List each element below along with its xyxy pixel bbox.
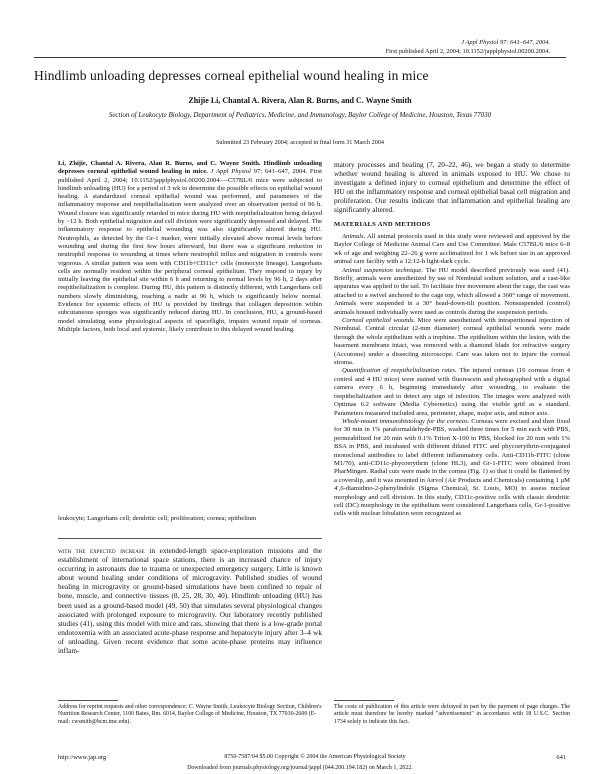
footnote-rule-right	[334, 700, 394, 701]
keywords-rule	[58, 538, 322, 539]
paragraph-lead: Animal suspension technique.	[342, 266, 423, 274]
methods-heading: MATERIALS AND METHODS	[334, 220, 431, 228]
submission-dates: Submitted 23 February 2004; accepted in final form 31 March 2004	[215, 139, 385, 146]
abstract-authors: Li, Zhijie, Chantal A. Rivera, Alan R. Burns, and C. Wayne Smith.	[58, 160, 261, 167]
methods-paragraph	[334, 317, 570, 367]
paragraph-lead: Corneal epithelial wounds.	[342, 317, 416, 325]
paragraph-text: Corneas were excised and then fixed for 30 min in 1% paraformaldehyde-PBS, washed three times for 5 min each with PBS, permeabilized for 20 min with 0.1% Triton X-100 in PBS, blocked for 20 min with 1% BSA in PBS, and incubated with different diluted FITC and phycoerythrin-conjugated monoclonal antibodies to label different inflammatory cells. Anti-CD11b-FITC (clone M1/70), anti-CD11c-phycoerythrin (clone HL3), and Gr-1-FITC were obtained from PharMingen. Radial cuts were made in the cornea (Fig. 1) so that it could be flattened by a coverslip, and it was mounted in Airvol (Air Products and Chemicals) containing 1 μM 4′,6-diamidino-2-phenylindole (Sigma Chemical, St. Louis, MO) to assess nuclear morphology and cell division. In this study, CD11c-positive cells with classic dendritic cell (DC) morphology in the epithelium were considered Langerhans cells, Gr-1-positive cells with nuclear lobulation were recognized as	[334, 417, 570, 518]
paragraph-lead: Whole-mount immunohistology for the corneas.	[342, 417, 470, 425]
paragraph-text: The HU model described previously was used (41). Briefly, animals were anesthetized by use of Nembutal sodium solution, and a cast-like apparatus was applied to the tail. To facilitate free movement about the cage, the cast was attached to a swivel anchored to the cage top, which allowed a 360° range of movement. Animals were suspended in a 30° head-down-tilt position. Nonsuspended (control) animals housed individually were used as controls during the suspension periods.	[334, 266, 570, 316]
abstract-title: Hindlimb unloading depresses corneal epithelial wound healing in mice.	[58, 160, 322, 176]
journal-website: http://www.jap.org	[58, 754, 107, 761]
methods-paragraph	[334, 233, 570, 267]
correspondence-footnote: Address for reprint requests and other correspondence: C. Wayne Smith, Leukocyte Biology Section, Children's Nutrition Research Center, 1100 Bates, Rm. 6014, Baylor College of Medicine, Houston, TX 77030-2600 (E-mail: cwsmith@bcm.tmc.edu).	[58, 704, 322, 725]
header-rule	[34, 57, 566, 58]
intro-continued: matory processes and healing (7, 20–22, 46), we began a study to determine whether wound healing is altered in animals exposed to HU. We chose to investigate a defined injury to corneal epithelium and determine the effect of HU on the inflammatory response and corneal epithelial basal cell migration and proliferation. Our results indicate that inflammation and epithelial healing are significantly altered.	[334, 160, 570, 215]
methods-paragraph	[334, 367, 570, 417]
paragraph-text: The injured corneas (16 corneas from 4 control and 4 HU mice) were stained with fluorescein and photographed with a digital camera every 6 h, beginning immediately after wounding, to evaluate the reepithelialization and to detect any sign of infection. The images were analyzed with Optimas 6.2 software (Media Cybernetics) using the visible grid as a standard. Parameters measured included area, perimeter, shape, major axis, and minor axis.	[334, 367, 570, 417]
abstract	[58, 160, 322, 334]
intro-body: in extended-length space-exploration missions and the establishment of international space stations, there is an increased chance of injury occurring in astronauts due to trauma or unexpected emergency surgery. Little is known about wound healing under conditions of microgravity. Published studies of wound healing in microgravity or ground-based simulations have been confined to repair of bone, muscle, and connective tissues (8, 25, 28, 30, 40). Hindlimb unloading (HU) has been used as a ground-based model (49, 50) that simulates several physiological changes associated with prolonged exposure to microgravity. Our laboratory recently published studies (41), using this model with mice and rats, showing that there is a low-grade portal endotoxemia with an associated acute-phase response and hepatocyte injury after 3–4 wk of unloading. Given recent evidence that some acute-phase proteins may influence inflam-	[58, 546, 322, 656]
right-column	[334, 160, 570, 519]
introduction	[58, 546, 322, 655]
paragraph-lead: Quantification of reepithelialization rates.	[342, 367, 457, 375]
intro-lead: with the expected increase	[58, 546, 145, 555]
download-notice: Downloaded from journals.physiology.org/journal/jappl (044.200.194.182) on March 1, 2022.	[187, 765, 413, 771]
footnote-rule-left	[58, 700, 118, 701]
keywords: leukocyte; Langerhans cell; dendritic cell; proliferation; cornea; epithelium	[58, 515, 257, 522]
page-charges-footnote: The costs of publication of this article were defrayed in part by the payment of page charges. The article must therefore be hereby marked "advertisement" in accordance with 18 U.S.C. Section 1734 solely to indicate this fact.	[334, 704, 570, 725]
author-list: Zhijie Li, Chantal A. Rivera, Alan R. Burns, and C. Wayne Smith	[188, 96, 412, 105]
first-published-line: First published April 2, 2004; 10.1152/japplphysiol.00200.2004.	[385, 48, 550, 55]
copyright-line: 8750-7587/04 $5.00 Copyright © 2004 the American Physiological Society	[224, 754, 406, 760]
abstract-journal: J Appl Physiol	[210, 168, 251, 176]
page-number: 641	[556, 754, 566, 761]
article-title: Hindlimb unloading depresses corneal epithelial wound healing in mice	[34, 68, 429, 83]
paragraph-text: All animal protocols used in this study were reviewed and approved by the Baylor College of Medicine Animal Care and Use Committee. Male C57BL/6 mice 6–8 wk of age and weighing 22–26 g were acclimatized for 1 wk before use in an approved animal care facility with a 12:12-h light-dark cycle.	[334, 232, 570, 266]
methods-paragraph	[334, 267, 570, 317]
paragraph-lead: Animals.	[342, 232, 366, 240]
running-header	[190, 38, 550, 56]
methods-paragraph	[334, 418, 570, 519]
paragraph-text: Mice were anesthetized with intraperitoneal injection of Nembutal. Central circular (2-mm diameter) corneal epithelial wounds were made through the whole epithelium with a trephine. The epithelium within the lesion, with the basement membrane intact, was removed with a diamond blade for refractive surgery (Accutome) under a dissecting microscope. Care was taken not to injure the corneal stroma.	[334, 317, 571, 367]
journal-citation: J Appl Physiol 97: 641–647, 2004.	[461, 39, 550, 46]
affiliation: Section of Leukocyte Biology, Department of Pediatrics, Medicine, and Immunology, Baylor College of Medicine, Houston, Texas 77030	[108, 111, 492, 119]
abstract-body: 97: 641–647, 2004. First published April 2, 2004; 10.1152/japplphysiol.00200.2004.—C57BL/6 mice were subjected to hindlimb unloading (HU) for a period of 3 wk to determine the possible effects on epithelial wound healing. A standardized corneal epithelial wound was performed, and parameters of the inflammatory response and reepithelialization were analyzed over an observation period of 96 h. Wound closure was significantly retarded in mice during HU with reepithelialization being delayed by ~12 h. Both epithelial migration and cell division were significantly depressed and delayed. The inflammatory response to epithelial wounding was also significantly altered during HU. Neutrophils, as detected by the Gr-1 marker, were initially elevated above normal levels before wounding and during the first few hours afterward, but there was a significant reduction in neutrophil response to wounding at times where neutrophil influx and migration in controls were vigorous. A similar pattern was seen with CD11b+CD11c+ cells (monocyte lineage). Langerhans cells are normally resident within the peripheral corneal epithelium. They respond to injury by initially leaving the epithelial site within 6 h and returning to normal levels by 96 h, 2 days after reepithelialization is complete. During HU, this pattern is distinctly different, with Langerhans cell numbers slowly diminishing, reaching a nadir at 96 h, which is significantly below normal. Evidence for systemic effects of HU is provided by findings that collagen deposition within subcutaneous sponges was significantly reduced during HU. In conclusion, HU, a ground-based model simulating some physiological aspects of spaceflight, impairs wound repair of corneas. Multiple factors, both local and systemic, likely contribute to this delayed wound healing.	[58, 168, 322, 333]
